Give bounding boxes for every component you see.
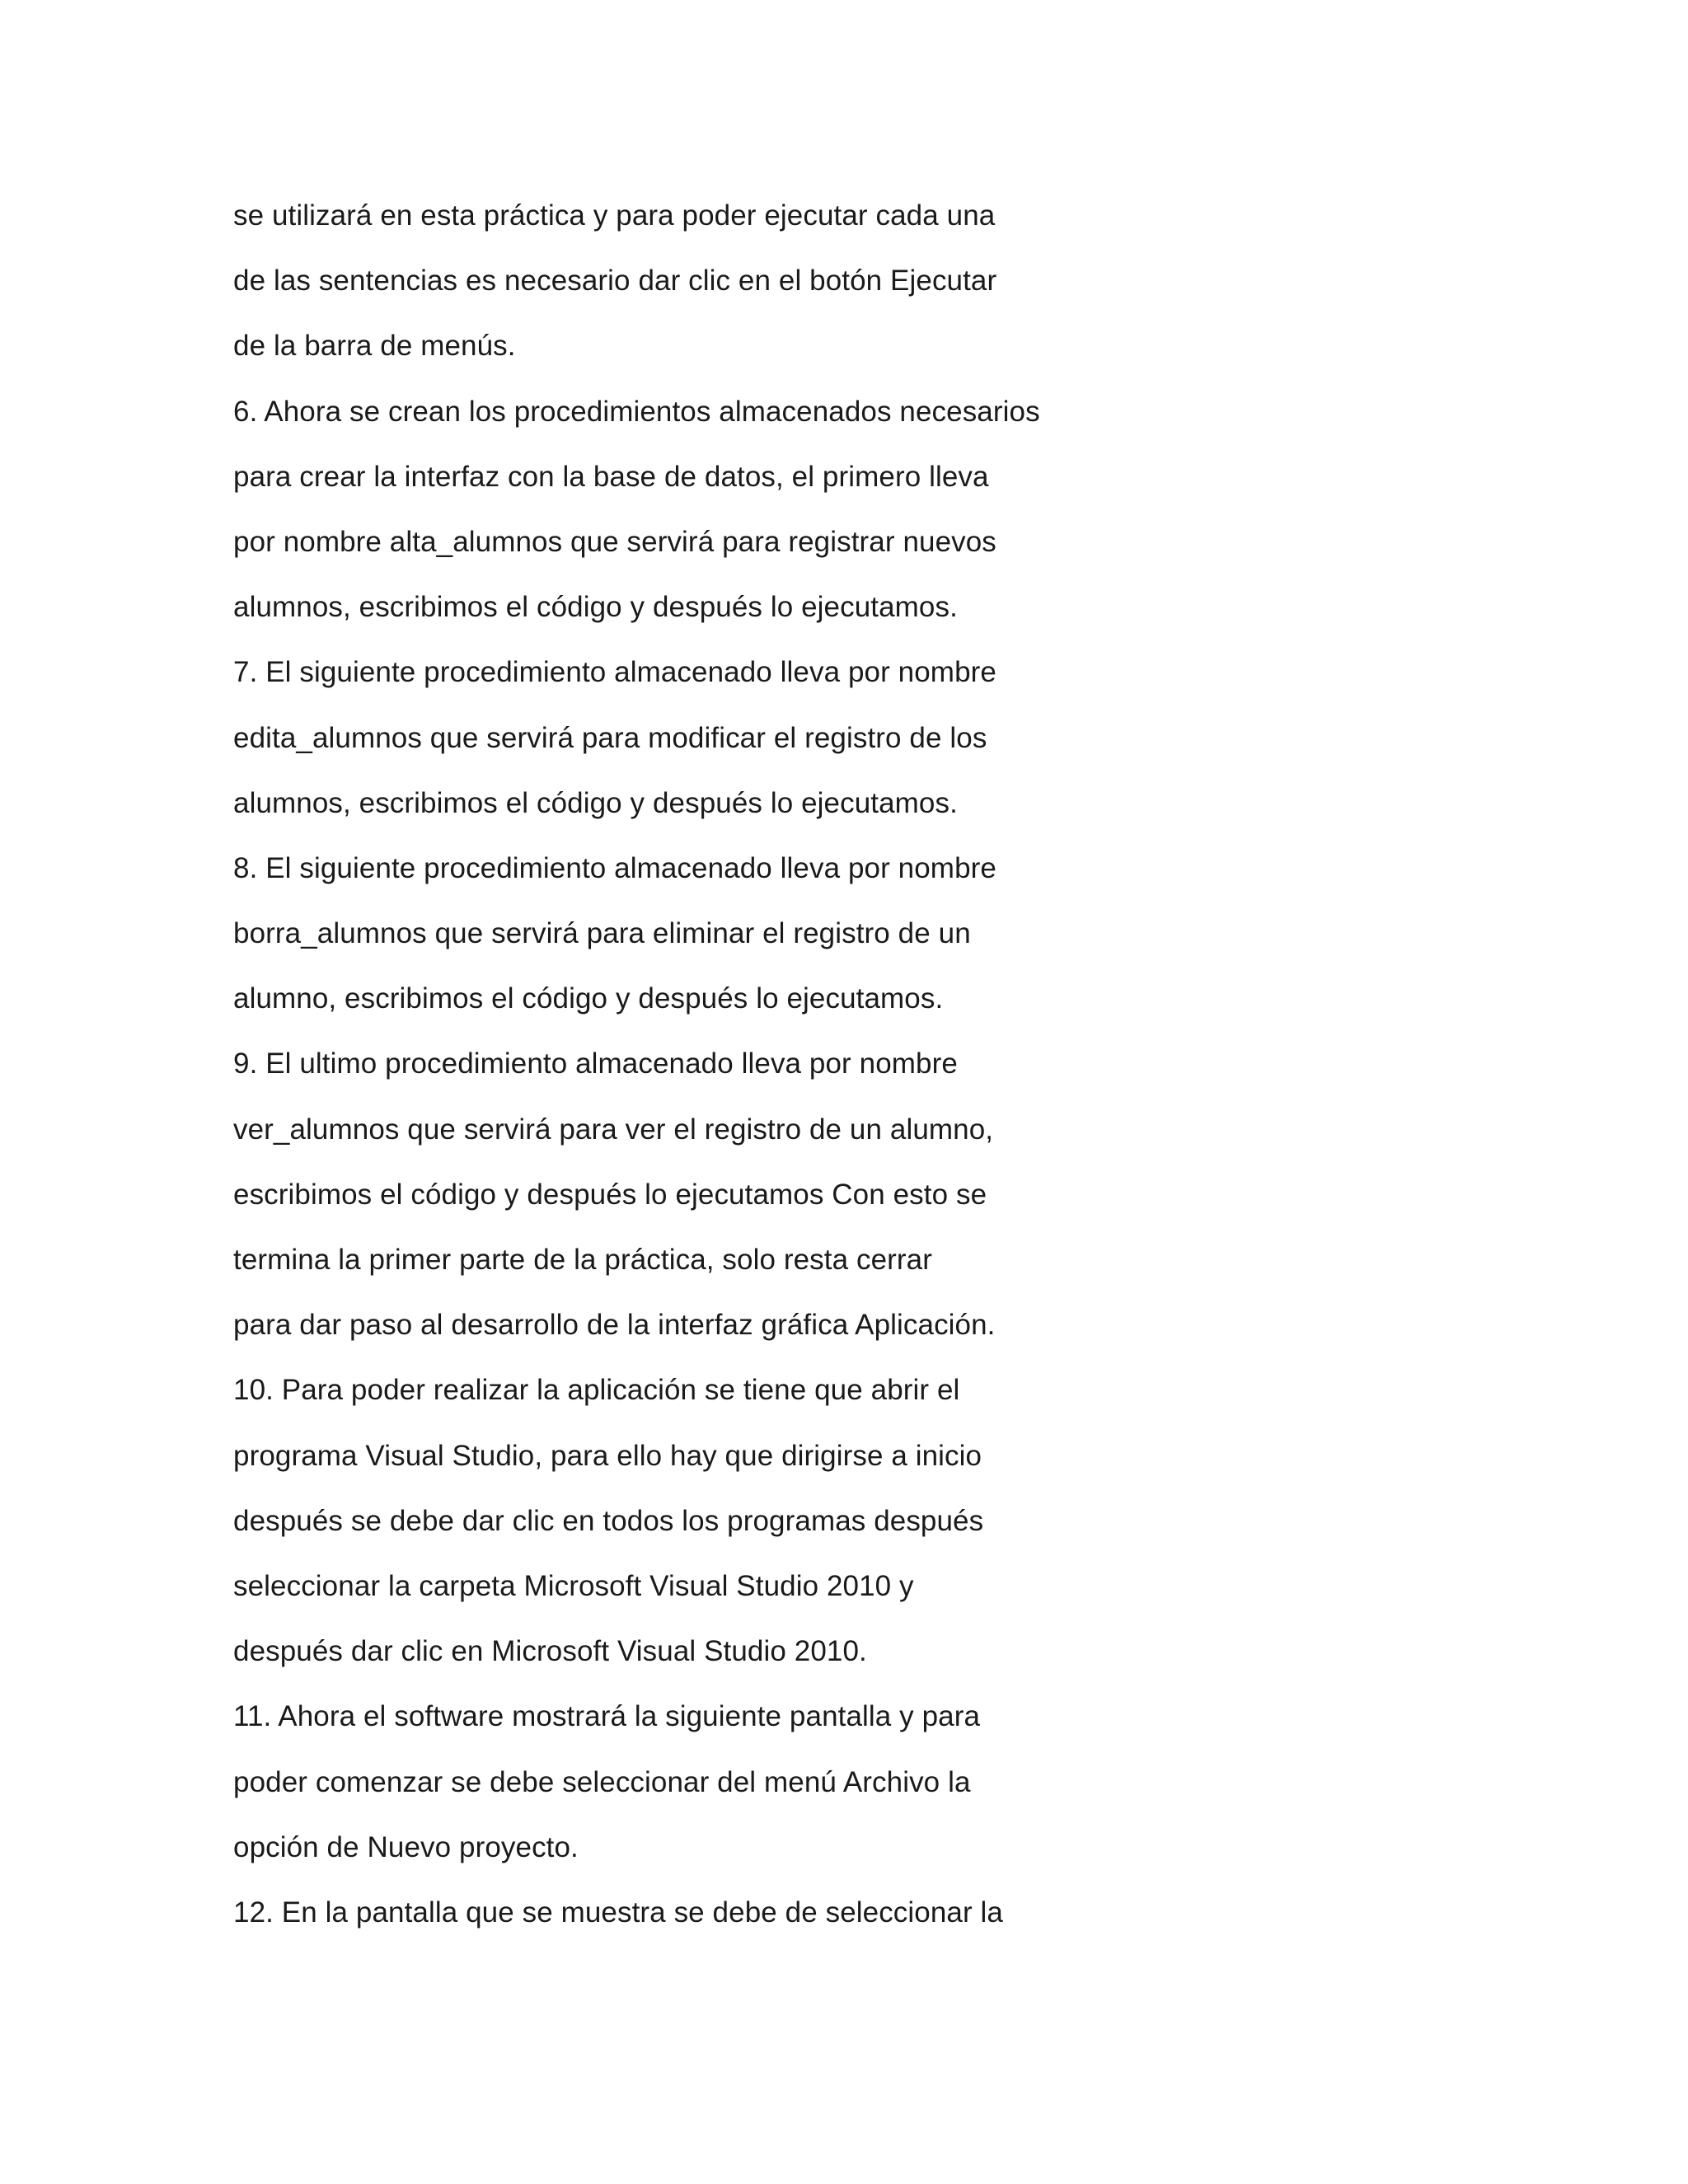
text-line: se utilizará en esta práctica y para poder ejecutar cada una [233,199,996,232]
text-line: opción de Nuevo proyecto. [233,1830,579,1863]
text-line: 10. Para poder realizar la aplicación se tiene que abrir el [233,1374,960,1407]
text-line: 11. Ahora el software mostrará la siguiente pantalla y para [233,1700,981,1733]
document-body [233,183,1470,1945]
text-line: borra_alumnos que servirá para eliminar el registro de un [233,917,971,950]
text-line: alumnos, escribimos el código y después lo ejecutamos. [233,786,958,819]
text-line: de la barra de menús. [233,330,516,363]
text-line: para crear la interfaz con la base de datos, el primero lleva [233,460,989,493]
text-line: de las sentencias es necesario dar clic en el botón Ejecutar [233,265,997,298]
text-line: termina la primer parte de la práctica, solo resta cerrar [233,1244,932,1276]
text-line: después dar clic en Microsoft Visual Studio 2010. [233,1635,867,1668]
text-line: 7. El siguiente procedimiento almacenado lleva por nombre [233,656,996,689]
text-line: poder comenzar se debe seleccionar del menú Archivo la [233,1765,971,1798]
text-line: 6. Ahora se crean los procedimientos almacenados necesarios [233,395,1040,428]
text-line: por nombre alta_alumnos que servirá para registrar nuevos [233,525,996,558]
text-line: para dar paso al desarrollo de la interfaz gráfica Aplicación. [233,1309,996,1342]
text-line: edita_alumnos que servirá para modificar el registro de los [233,721,987,754]
text-line: programa Visual Studio, para ello hay que dirigirse a inicio [233,1439,982,1472]
text-line: después se debe dar clic en todos los programas después [233,1504,984,1537]
text-line: ver_alumnos que servirá para ver el registro de un alumno, [233,1113,994,1146]
text-line: alumno, escribimos el código y después lo ejecutamos. [233,982,944,1015]
text-line: 12. En la pantalla que se muestra se debe de seleccionar la [233,1896,1003,1929]
text-line: seleccionar la carpeta Microsoft Visual Studio 2010 y [233,1569,914,1602]
text-line: alumnos, escribimos el código y después lo ejecutamos. [233,591,958,624]
text-line: 9. El ultimo procedimiento almacenado lleva por nombre [233,1047,958,1080]
text-line: 8. El siguiente procedimiento almacenado lleva por nombre [233,851,996,884]
text-line: escribimos el código y después lo ejecutamos Con esto se [233,1178,987,1211]
